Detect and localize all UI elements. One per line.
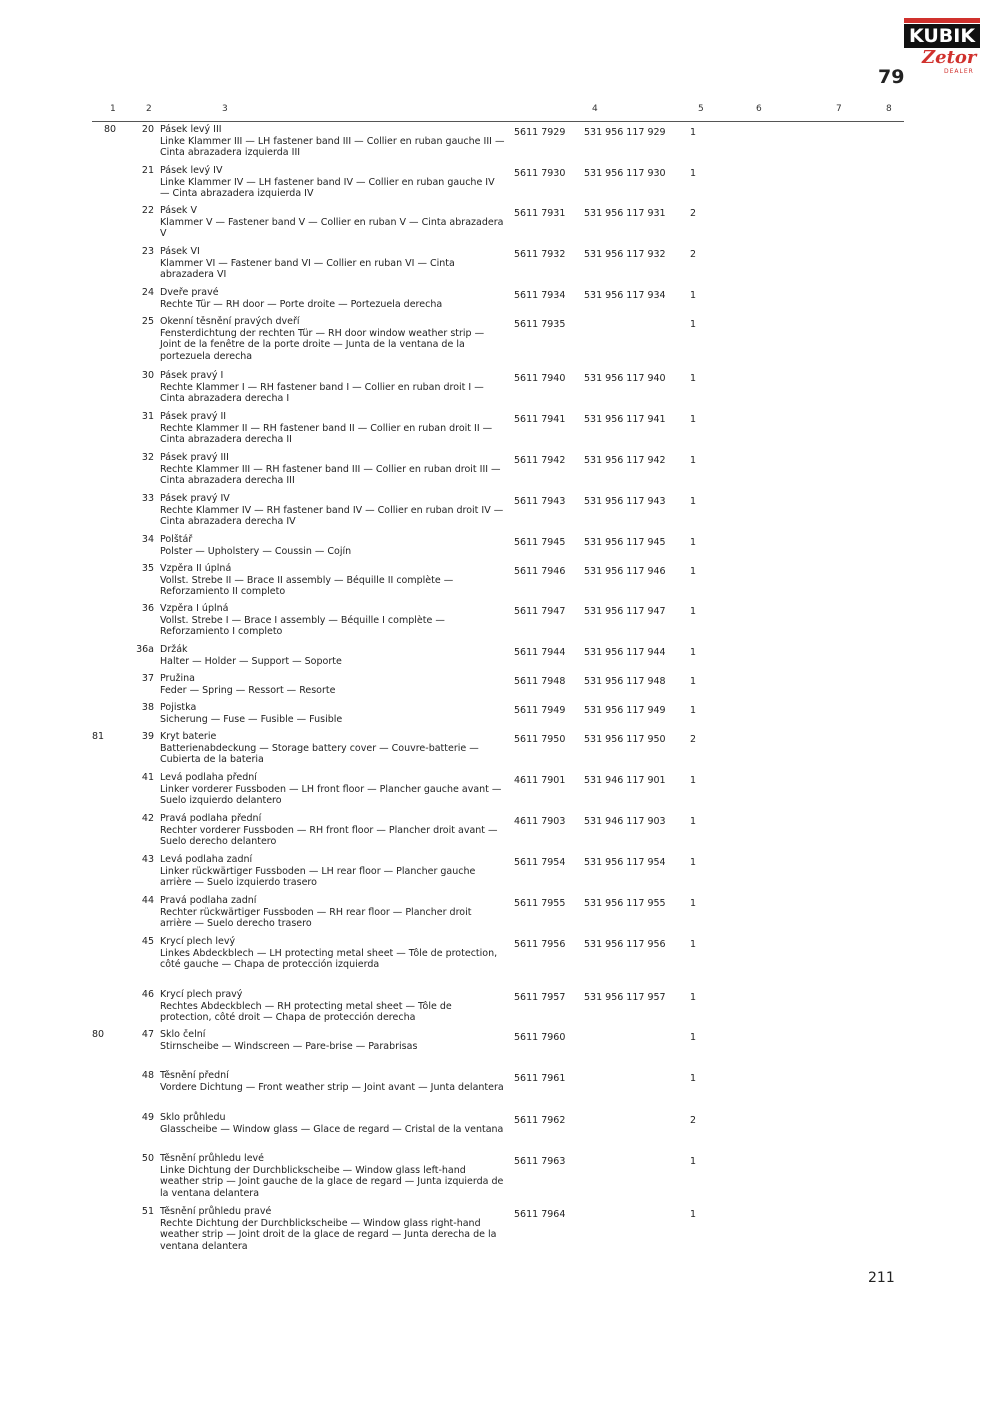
col-header: 4 bbox=[592, 104, 598, 114]
description-translations: Vollst. Strebe II — Brace II assembly — Béquille II complète — Reforzamiento II completo bbox=[160, 574, 454, 597]
position-number: 46 bbox=[141, 989, 154, 1000]
part-code: 531 956 117 930 bbox=[584, 168, 666, 179]
part-code: 531 956 117 946 bbox=[584, 566, 666, 577]
description-translations: Linker rückwärtiger Fussboden — LH rear floor — Plancher gauche arrière — Suelo izquierdo trasero bbox=[160, 865, 476, 888]
description bbox=[160, 493, 505, 528]
part-number: 5611 7943 bbox=[514, 496, 566, 507]
group-number: 81 bbox=[92, 731, 105, 742]
quantity: 1 bbox=[690, 566, 697, 577]
quantity: 1 bbox=[690, 1073, 697, 1084]
description-translations: Rechte Klammer I — RH fastener band I — Collier en ruban droit I — Cinta abrazadera derecha I bbox=[160, 381, 484, 404]
position-number: 48 bbox=[141, 1070, 154, 1081]
quantity: 1 bbox=[690, 816, 697, 827]
quantity: 1 bbox=[690, 647, 697, 658]
position-number: 39 bbox=[141, 731, 154, 742]
description-cz: Sklo průhledu bbox=[160, 1112, 226, 1123]
part-code: 531 956 117 956 bbox=[584, 939, 666, 950]
quantity: 1 bbox=[690, 1032, 697, 1043]
col-header: 5 bbox=[698, 104, 704, 114]
position-number: 42 bbox=[141, 813, 154, 824]
description bbox=[160, 411, 505, 446]
position-number: 32 bbox=[141, 452, 154, 463]
description-cz: Vzpěra I úplná bbox=[160, 603, 229, 614]
part-number: 5611 7962 bbox=[514, 1115, 566, 1126]
description-translations: Rechte Tür — RH door — Porte droite — Portezuela derecha bbox=[160, 298, 443, 310]
part-number: 4611 7903 bbox=[514, 816, 566, 827]
position-number: 47 bbox=[141, 1029, 154, 1040]
description-cz: Pásek pravý IV bbox=[160, 493, 230, 504]
quantity: 1 bbox=[690, 705, 697, 716]
quantity: 2 bbox=[690, 249, 697, 260]
position-number: 38 bbox=[141, 702, 154, 713]
description-translations: Linkes Abdeckblech — LH protecting metal sheet — Tôle de protection, côté gauche — Chapa de protección izquierda bbox=[160, 947, 498, 970]
part-number: 5611 7957 bbox=[514, 992, 566, 1003]
group-number: 80 bbox=[92, 1029, 105, 1040]
kubik-zetor-logo bbox=[904, 18, 982, 78]
description bbox=[160, 1070, 505, 1093]
part-code: 531 956 117 943 bbox=[584, 496, 666, 507]
part-code: 531 956 117 955 bbox=[584, 898, 666, 909]
description-cz: Okenní těsnění pravých dveří bbox=[160, 316, 300, 327]
description-translations: Rechte Klammer III — RH fastener band III — Collier en ruban droit III — Cinta abrazadera derecha III bbox=[160, 463, 501, 486]
description bbox=[160, 1153, 505, 1199]
description bbox=[160, 205, 505, 240]
position-number: 24 bbox=[141, 287, 154, 298]
part-number: 5611 7947 bbox=[514, 606, 566, 617]
position-number: 43 bbox=[141, 854, 154, 865]
description-cz: Těsnění průhledu levé bbox=[160, 1153, 265, 1164]
part-code: 531 956 117 947 bbox=[584, 606, 666, 617]
description-translations: Polster — Upholstery — Coussin — Cojín bbox=[160, 545, 352, 557]
page-code: 79 bbox=[878, 66, 905, 88]
part-number: 5611 7960 bbox=[514, 1032, 566, 1043]
description bbox=[160, 246, 505, 281]
description-translations: Batterienabdeckung — Storage battery cover — Couvre-batterie — Cubierta de la bateria bbox=[160, 742, 479, 765]
part-code: 531 946 117 903 bbox=[584, 816, 666, 827]
quantity: 1 bbox=[690, 775, 697, 786]
position-number: 44 bbox=[141, 895, 154, 906]
quantity: 2 bbox=[690, 734, 697, 745]
quantity: 1 bbox=[690, 676, 697, 687]
description-translations: Klammer VI — Fastener band VI — Collier en ruban VI — Cinta abrazadera VI bbox=[160, 257, 455, 280]
description-cz: Pravá podlaha zadní bbox=[160, 895, 257, 906]
description-translations: Vordere Dichtung — Front weather strip — Joint avant — Junta delantera bbox=[160, 1081, 504, 1093]
part-code: 531 956 117 948 bbox=[584, 676, 666, 687]
description-cz: Sklo čelní bbox=[160, 1029, 206, 1040]
part-number: 5611 7963 bbox=[514, 1156, 566, 1167]
part-number: 5611 7931 bbox=[514, 208, 566, 219]
position-number: 31 bbox=[141, 411, 154, 422]
description bbox=[160, 1029, 505, 1052]
description-cz: Pásek pravý III bbox=[160, 452, 229, 463]
description bbox=[160, 854, 505, 889]
description bbox=[160, 936, 505, 971]
description-cz: Pravá podlaha přední bbox=[160, 813, 262, 824]
description bbox=[160, 603, 505, 638]
description bbox=[160, 644, 505, 667]
description-translations: Linke Dichtung der Durchblickscheibe — Window glass left-hand weather strip — Joint gauche de la glace de regard — Junta izquierda de la ventana delantera bbox=[160, 1164, 504, 1199]
part-number: 5611 7946 bbox=[514, 566, 566, 577]
description bbox=[160, 452, 505, 487]
header-rule bbox=[92, 121, 904, 122]
position-number: 30 bbox=[141, 370, 154, 381]
part-code: 531 956 117 929 bbox=[584, 127, 666, 138]
part-code: 531 956 117 944 bbox=[584, 647, 666, 658]
description bbox=[160, 702, 505, 725]
part-number: 5611 7955 bbox=[514, 898, 566, 909]
quantity: 1 bbox=[690, 496, 697, 507]
position-number: 37 bbox=[141, 673, 154, 684]
part-number: 5611 7941 bbox=[514, 414, 566, 425]
part-number: 5611 7932 bbox=[514, 249, 566, 260]
part-number: 5611 7961 bbox=[514, 1073, 566, 1084]
quantity: 1 bbox=[690, 168, 697, 179]
description bbox=[160, 534, 505, 557]
quantity: 1 bbox=[690, 992, 697, 1003]
position-number: 22 bbox=[141, 205, 154, 216]
description bbox=[160, 772, 505, 807]
part-number: 5611 7950 bbox=[514, 734, 566, 745]
description-translations: Vollst. Strebe I — Brace I assembly — Béquille I complète — Reforzamiento I completo bbox=[160, 614, 445, 637]
group-number: 80 bbox=[104, 124, 117, 135]
description bbox=[160, 813, 505, 848]
part-code: 531 956 117 945 bbox=[584, 537, 666, 548]
logo-zetor-text: Zetor bbox=[922, 47, 977, 68]
quantity: 1 bbox=[690, 319, 697, 330]
part-number: 5611 7942 bbox=[514, 455, 566, 466]
position-number: 33 bbox=[141, 493, 154, 504]
description-cz: Levá podlaha zadní bbox=[160, 854, 253, 865]
position-number: 34 bbox=[141, 534, 154, 545]
description-cz: Pásek levý III bbox=[160, 124, 222, 135]
logo-dealer-text: DEALER bbox=[944, 68, 974, 75]
description-cz: Pojistka bbox=[160, 702, 197, 713]
description-cz: Kryt baterie bbox=[160, 731, 217, 742]
part-number: 5611 7954 bbox=[514, 857, 566, 868]
part-code: 531 956 117 950 bbox=[584, 734, 666, 745]
description-translations: Rechte Dichtung der Durchblickscheibe — Window glass right-hand weather strip — Joint droit de la glace de regard — Junta derecha de la ventana delantera bbox=[160, 1217, 497, 1252]
description bbox=[160, 731, 505, 766]
description-translations: Linke Klammer III — LH fastener band III — Collier en ruban gauche III — Cinta abrazadera izquierda III bbox=[160, 135, 505, 158]
logo-bar bbox=[904, 18, 980, 23]
description-cz: Krycí plech pravý bbox=[160, 989, 243, 1000]
part-number: 5611 7929 bbox=[514, 127, 566, 138]
description-cz: Krycí plech levý bbox=[160, 936, 236, 947]
description-cz: Pásek levý IV bbox=[160, 165, 223, 176]
part-code: 531 946 117 901 bbox=[584, 775, 666, 786]
col-header: 6 bbox=[756, 104, 762, 114]
description bbox=[160, 895, 505, 930]
quantity: 1 bbox=[690, 373, 697, 384]
description-translations: Stirnscheibe — Windscreen — Pare-brise — Parabrisas bbox=[160, 1040, 418, 1052]
description bbox=[160, 1206, 505, 1252]
description bbox=[160, 124, 505, 159]
part-number: 5611 7948 bbox=[514, 676, 566, 687]
description-cz: Dveře pravé bbox=[160, 287, 219, 298]
part-number: 5611 7935 bbox=[514, 319, 566, 330]
quantity: 1 bbox=[690, 898, 697, 909]
quantity: 2 bbox=[690, 1115, 697, 1126]
col-header: 8 bbox=[886, 104, 892, 114]
description bbox=[160, 989, 505, 1024]
logo-kubik-text: KUBIK bbox=[904, 24, 980, 48]
description bbox=[160, 165, 505, 200]
description bbox=[160, 370, 505, 405]
quantity: 1 bbox=[690, 537, 697, 548]
description-translations: Glasscheibe — Window glass — Glace de regard — Cristal de la ventana bbox=[160, 1123, 504, 1135]
description-translations: Rechter vorderer Fussboden — RH front floor — Plancher droit avant — Suelo derecho delantero bbox=[160, 824, 498, 847]
col-header: 1 bbox=[110, 104, 116, 114]
quantity: 1 bbox=[690, 1209, 697, 1220]
description-cz: Pružina bbox=[160, 673, 195, 684]
part-code: 531 956 117 932 bbox=[584, 249, 666, 260]
description-cz: Těsnění průhledu pravé bbox=[160, 1206, 272, 1217]
position-number: 51 bbox=[141, 1206, 154, 1217]
part-code: 531 956 117 940 bbox=[584, 373, 666, 384]
description-cz: Pásek V bbox=[160, 205, 197, 216]
description-cz: Levá podlaha přední bbox=[160, 772, 257, 783]
description-cz: Držák bbox=[160, 644, 188, 655]
description bbox=[160, 287, 505, 310]
part-code: 531 956 117 942 bbox=[584, 455, 666, 466]
description-translations: Feder — Spring — Ressort — Resorte bbox=[160, 684, 336, 696]
description-translations: Linker vorderer Fussboden — LH front floor — Plancher gauche avant — Suelo izquierdo delantero bbox=[160, 783, 502, 806]
part-code: 531 956 117 954 bbox=[584, 857, 666, 868]
part-number: 4611 7901 bbox=[514, 775, 566, 786]
quantity: 1 bbox=[690, 290, 697, 301]
quantity: 1 bbox=[690, 127, 697, 138]
quantity: 1 bbox=[690, 606, 697, 617]
description-cz: Pásek pravý I bbox=[160, 370, 224, 381]
position-number: 21 bbox=[141, 165, 154, 176]
part-number: 5611 7940 bbox=[514, 373, 566, 384]
quantity: 1 bbox=[690, 939, 697, 950]
part-number: 5611 7934 bbox=[514, 290, 566, 301]
page-number: 211 bbox=[868, 1270, 895, 1286]
description-translations: Rechte Klammer II — RH fastener band II — Collier en ruban droit II — Cinta abrazadera derecha II bbox=[160, 422, 493, 445]
position-number: 36a bbox=[136, 644, 154, 655]
description-translations: Halter — Holder — Support — Soporte bbox=[160, 655, 342, 667]
position-number: 49 bbox=[141, 1112, 154, 1123]
quantity: 2 bbox=[690, 208, 697, 219]
description-cz: Pásek pravý II bbox=[160, 411, 227, 422]
part-number: 5611 7944 bbox=[514, 647, 566, 658]
quantity: 1 bbox=[690, 455, 697, 466]
col-header: 7 bbox=[836, 104, 842, 114]
description-translations: Rechte Klammer IV — RH fastener band IV — Collier en ruban droit IV — Cinta abrazadera derecha IV bbox=[160, 504, 504, 527]
part-code: 531 956 117 934 bbox=[584, 290, 666, 301]
description bbox=[160, 1112, 505, 1135]
part-number: 5611 7956 bbox=[514, 939, 566, 950]
description-cz: Těsnění přední bbox=[160, 1070, 229, 1081]
position-number: 41 bbox=[141, 772, 154, 783]
description bbox=[160, 673, 505, 696]
description-translations: Sicherung — Fuse — Fusible — Fusible bbox=[160, 713, 343, 725]
position-number: 36 bbox=[141, 603, 154, 614]
description bbox=[160, 316, 505, 362]
description-translations: Rechter rückwärtiger Fussboden — RH rear floor — Plancher droit arrière — Suelo derecho trasero bbox=[160, 906, 472, 929]
part-number: 5611 7964 bbox=[514, 1209, 566, 1220]
quantity: 1 bbox=[690, 1156, 697, 1167]
part-code: 531 956 117 957 bbox=[584, 992, 666, 1003]
part-number: 5611 7945 bbox=[514, 537, 566, 548]
description-cz: Pásek VI bbox=[160, 246, 200, 257]
position-number: 23 bbox=[141, 246, 154, 257]
quantity: 1 bbox=[690, 857, 697, 868]
part-number: 5611 7930 bbox=[514, 168, 566, 179]
description-cz: Vzpěra II úplná bbox=[160, 563, 232, 574]
position-number: 35 bbox=[141, 563, 154, 574]
position-number: 20 bbox=[141, 124, 154, 135]
description-translations: Rechtes Abdeckblech — RH protecting metal sheet — Tôle de protection, côté droit — Chapa de protección derecha bbox=[160, 1000, 452, 1023]
position-number: 45 bbox=[141, 936, 154, 947]
col-header: 2 bbox=[146, 104, 152, 114]
description bbox=[160, 563, 505, 598]
position-number: 25 bbox=[141, 316, 154, 327]
part-code: 531 956 117 941 bbox=[584, 414, 666, 425]
part-code: 531 956 117 931 bbox=[584, 208, 666, 219]
description-translations: Fensterdichtung der rechten Tür — RH door window weather strip — Joint de la fenêtre de la porte droite — Junta de la ventana de la portezuela derecha bbox=[160, 327, 485, 362]
quantity: 1 bbox=[690, 414, 697, 425]
description-cz: Polštář bbox=[160, 534, 193, 545]
position-number: 50 bbox=[141, 1153, 154, 1164]
description-translations: Klammer V — Fastener band V — Collier en ruban V — Cinta abrazadera V bbox=[160, 216, 504, 239]
description-translations: Linke Klammer IV — LH fastener band IV — Collier en ruban gauche IV — Cinta abrazadera izquierda IV bbox=[160, 176, 495, 199]
part-number: 5611 7949 bbox=[514, 705, 566, 716]
col-header: 3 bbox=[222, 104, 228, 114]
part-code: 531 956 117 949 bbox=[584, 705, 666, 716]
